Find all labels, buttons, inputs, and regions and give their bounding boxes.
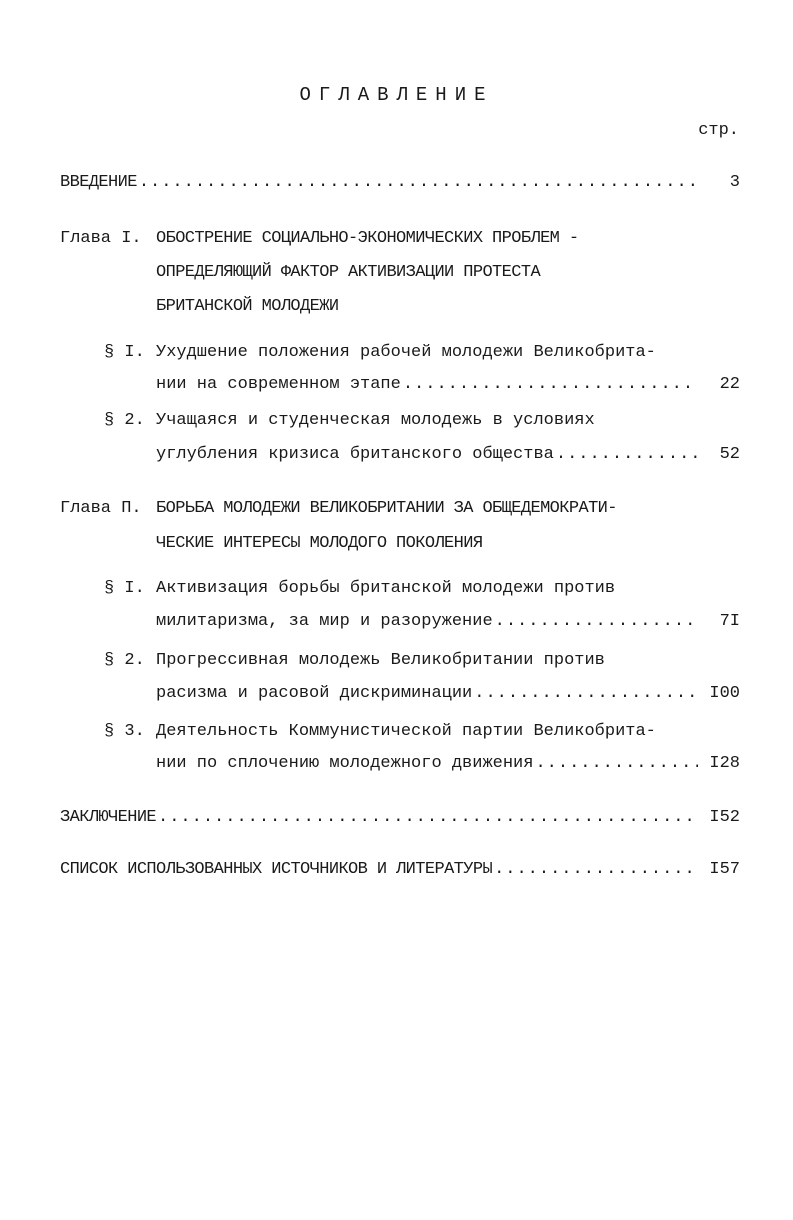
leader-dots	[556, 442, 698, 468]
toc-entry-intro	[60, 166, 740, 196]
section-title-line: Ухудшение положения рабочей молодежи Великобрита-	[156, 343, 656, 362]
toc-page-number: I00	[709, 684, 740, 703]
leader-dots	[495, 609, 698, 635]
chapter-title-line: ЧЕСКИЕ ИНТЕРЕСЫ МОЛОДОГО ПОКОЛЕНИЯ	[156, 534, 483, 553]
chapter-title-line: ОПРЕДЕЛЯЮЩИЙ ФАКТОР АКТИВИЗАЦИИ ПРОТЕСТА	[156, 263, 541, 282]
section-label: § I.	[104, 343, 145, 362]
section-label: § 3.	[104, 722, 145, 741]
toc-entry-text: СПИСОК ИСПОЛЬЗОВАННЫХ ИСТОЧНИКОВ И ЛИТЕРАТУРЫ	[60, 860, 493, 879]
section-title-line: Активизация борьбы британской молодежи против	[156, 579, 616, 598]
leader-dots	[158, 805, 698, 831]
section-label: § 2.	[104, 651, 145, 670]
toc-page-number: 3	[729, 173, 740, 192]
section-title-line: нии по сплочению молодежного движения	[156, 754, 534, 773]
toc-entry-section	[156, 677, 740, 707]
toc-entry-section	[156, 438, 740, 468]
toc-entry-section	[156, 747, 740, 777]
toc-page-number: 52	[719, 445, 740, 464]
chapter-label: Глава П.	[60, 499, 142, 518]
toc-page-number: I52	[709, 808, 740, 827]
toc-entry-section	[156, 368, 740, 398]
leader-dots	[535, 751, 698, 777]
section-title-line: Прогрессивная молодежь Великобритании против	[156, 651, 605, 670]
chapter-title-line: БРИТАНСКОЙ МОЛОДЕЖИ	[156, 297, 339, 316]
toc-page-number: I57	[709, 860, 740, 879]
page-column-label: стр.	[698, 121, 739, 140]
section-title-line: милитаризма, за мир и разоружение	[156, 612, 493, 631]
toc-page-number: 22	[719, 375, 740, 394]
leader-dots	[494, 857, 698, 883]
toc-entry-text: ВВЕДЕНИЕ	[60, 173, 137, 192]
chapter-label: Глава I.	[60, 229, 142, 248]
leader-dots	[403, 372, 698, 398]
toc-entry-sources	[60, 853, 740, 883]
leader-dots	[474, 681, 698, 707]
chapter-title-line: БОРЬБА МОЛОДЕЖИ ВЕЛИКОБРИТАНИИ ЗА ОБЩЕДЕМОКРАТИ-	[156, 499, 617, 518]
section-title-line: Деятельность Коммунистической партии Великобрита-	[156, 722, 656, 741]
page-title: ОГЛАВЛЕНИЕ	[299, 84, 494, 106]
section-label: § 2.	[104, 411, 145, 430]
toc-entry-text: ЗАКЛЮЧЕНИЕ	[60, 808, 157, 827]
toc-page-number: 7I	[719, 612, 740, 631]
toc-entry-section	[156, 605, 740, 635]
section-title-line: расизма и расовой дискриминации	[156, 684, 473, 703]
section-label: § I.	[104, 579, 145, 598]
section-title-line: Учащаяся и студенческая молодежь в условиях	[156, 411, 595, 430]
section-title-line: нии на современном этапе	[156, 375, 401, 394]
toc-entry-conclusion	[60, 801, 740, 831]
chapter-title-line: ОБОСТРЕНИЕ СОЦИАЛЬНО-ЭКОНОМИЧЕСКИХ ПРОБЛЕМ -	[156, 229, 579, 248]
toc-page-number: I28	[709, 754, 740, 773]
leader-dots	[139, 170, 698, 196]
section-title-line: углубления кризиса британского общества	[156, 445, 554, 464]
